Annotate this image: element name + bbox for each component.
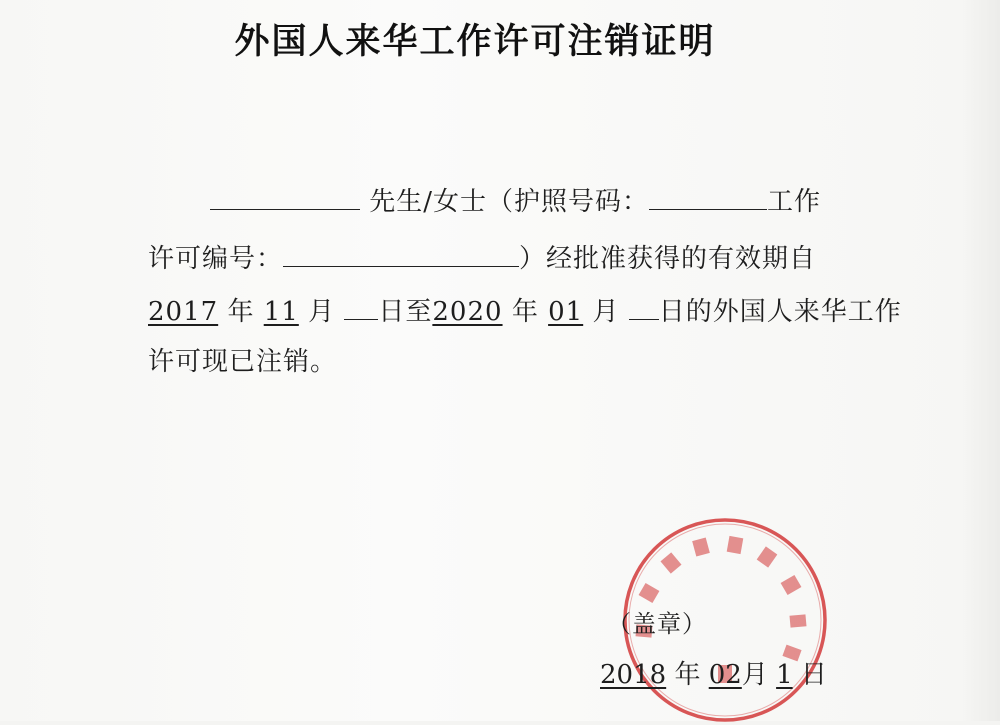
- issue-year: 2018: [600, 660, 667, 690]
- end-month-char: 月: [592, 297, 620, 327]
- start-day-blank: [344, 293, 378, 320]
- salutation-text: 先生/女士（护照号码：: [369, 187, 650, 217]
- document-title: 外国人来华工作许可注销证明: [234, 22, 716, 62]
- body-line-4: 许可现已注销。: [148, 347, 338, 377]
- permit-number-label: 许可编号：: [148, 244, 284, 274]
- line1-tail: 工作: [767, 187, 822, 217]
- issue-date: [600, 654, 827, 691]
- start-year: 2017: [148, 297, 219, 327]
- name-blank: [210, 183, 360, 210]
- issue-day-char: 日: [800, 660, 827, 690]
- seal-label: （盖章）: [607, 610, 707, 638]
- start-month-char: 月: [308, 297, 336, 327]
- end-month: 01: [548, 297, 584, 327]
- issue-month: 02: [708, 660, 742, 690]
- start-day-char: 日至: [378, 297, 433, 327]
- paper-edge-shadow: [960, 0, 1000, 721]
- issue-day: 1: [776, 660, 793, 690]
- start-month: 11: [263, 297, 299, 327]
- end-year-char: 年: [511, 297, 539, 327]
- body-line-2: [148, 240, 816, 277]
- validity-text: ）经批准获得的有效期自: [519, 244, 817, 274]
- end-year: 2020: [432, 297, 503, 327]
- issue-month-char: 月: [741, 660, 768, 690]
- start-year-char: 年: [227, 297, 255, 327]
- body-line-3: [148, 293, 902, 330]
- passport-number-blank: [649, 183, 767, 210]
- body-line-1: [148, 183, 821, 220]
- end-day-blank: [629, 293, 659, 320]
- permit-number-blank: [283, 240, 519, 267]
- issue-year-char: 年: [674, 660, 701, 690]
- line3-tail: 日的外国人来华工作: [658, 297, 902, 327]
